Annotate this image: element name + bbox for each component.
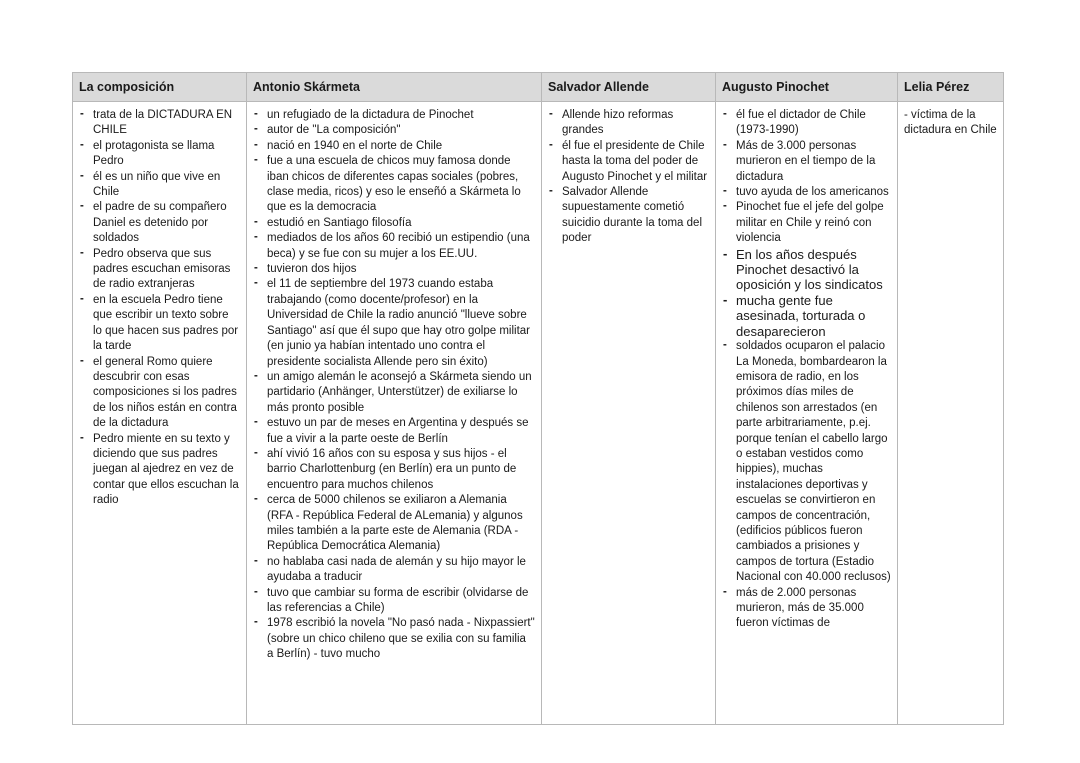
list-item: - él fue el dictador de Chile (1973-1990) [722, 108, 891, 139]
list-item: - En los años después Pinochet desactivó la oposición y los sindicatos [722, 247, 891, 293]
list-item: - él es un niño que vive en Chile [79, 170, 240, 201]
cell-pinochet [716, 102, 898, 725]
list-item: - tuvieron dos hijos [253, 262, 535, 277]
list-item: - él fue el presidente de Chile hasta la toma del poder de Augusto Pinochet y el militar [548, 139, 709, 185]
header-antonio-skarmeta: Antonio Skármeta [247, 73, 542, 102]
list-item: - ahí vivió 16 años con su esposa y sus hijos - el barrio Charlottenburg (en Berlín) era un punto de encuentro para muchos chilenos [253, 447, 535, 493]
cell-allende [542, 102, 716, 725]
allende-list [548, 108, 709, 247]
list-item: - Pedro miente en su texto y diciendo que sus padres juegan al ajedrez en vez de contar que ellos escuchan la radio [79, 432, 240, 509]
pinochet-list [722, 108, 891, 632]
list-item: - en la escuela Pedro tiene que escribir un texto sobre lo que hacen sus padres por la tarde [79, 293, 240, 355]
list-item: - el general Romo quiere descubrir con esas composiciones si los padres de los niños están en contra de la dictadura [79, 355, 240, 432]
list-item: - un amigo alemán le aconsejó a Skármeta siendo un partidario (Anhänger, Unterstützer) de exiliarse lo más pronto posible [253, 370, 535, 416]
list-item: - Más de 3.000 personas murieron en el tiempo de la dictadura [722, 139, 891, 185]
list-item: - tuvo que cambiar su forma de escribir (olvidarse de las referencias a Chile) [253, 586, 535, 617]
notes-table [72, 72, 1004, 725]
content-row [73, 102, 1004, 725]
list-item: - 1978 escribió la novela "No pasó nada - Nixpassiert" (sobre un chico chileno que se exilia con su familia a Berlín) - tuvo mucho [253, 616, 535, 662]
list-item: - el padre de su compañero Daniel es detenido por soldados [79, 200, 240, 246]
list-item: - no hablaba casi nada de alemán y su hijo mayor le ayudaba a traducir [253, 555, 535, 586]
list-item: - fue a una escuela de chicos muy famosa donde iban chicos de diferentes capas sociales (pobres, clase media, ricos) y eso le enseñó a Skármeta lo que es la democracia [253, 154, 535, 216]
list-item: - estudió en Santiago filosofía [253, 216, 535, 231]
header-la-composicion: La composición [73, 73, 247, 102]
header-row [73, 73, 1004, 102]
cell-composicion [73, 102, 247, 725]
list-item: - nació en 1940 en el norte de Chile [253, 139, 535, 154]
list-item: - Pedro observa que sus padres escuchan emisoras de radio extranjeras [79, 247, 240, 293]
header-salvador-allende: Salvador Allende [542, 73, 716, 102]
header-lelia-perez: Lelia Pérez [898, 73, 1004, 102]
list-item: - Allende hizo reformas grandes [548, 108, 709, 139]
list-item: - un refugiado de la dictadura de Pinochet [253, 108, 535, 123]
list-item: - Salvador Allende supuestamente cometió suicidio durante la toma del poder [548, 185, 709, 247]
list-item: - cerca de 5000 chilenos se exiliaron a Alemania (RFA - República Federal de ALemania) y algunos miles también a la parte este de Alemania (RDA - República Democrática Alemania) [253, 493, 535, 555]
header-augusto-pinochet: Augusto Pinochet [716, 73, 898, 102]
list-item: - estuvo un par de meses en Argentina y después se fue a vivir a la parte oeste de Berlín [253, 416, 535, 447]
list-item: - más de 2.000 personas murieron, más de 35.000 fueron víctimas de [722, 586, 891, 632]
cell-skarmeta [247, 102, 542, 725]
list-item: - tuvo ayuda de los americanos [722, 185, 891, 200]
list-item: - trata de la DICTADURA EN CHILE [79, 108, 240, 139]
list-item: - mediados de los años 60 recibió un estipendio (una beca) y se fue con su mujer a los EE.UU. [253, 231, 535, 262]
list-item: - mucha gente fue asesinada, torturada o desaparecieron [722, 293, 891, 339]
lelia-text: - víctima de la dictadura en Chile [904, 109, 997, 137]
list-item: - autor de "La composición" [253, 123, 535, 138]
skarmeta-list [253, 108, 535, 663]
list-item: - el protagonista se llama Pedro [79, 139, 240, 170]
list-item: - Pinochet fue el jefe del golpe militar en Chile y reinó con violencia [722, 200, 891, 246]
cell-lelia [898, 102, 1004, 725]
list-item: - el 11 de septiembre del 1973 cuando estaba trabajando (como docente/profesor) en la Universidad de Chile la radio anunció "llueve sobre Santiago" así que él supo que hay otro golpe militar (en junio ya habían intentado uno contra el presidente socialista Allende pero sin éxito) [253, 277, 535, 369]
list-item: - soldados ocuparon el palacio La Moneda, bombardearon la emisora de radio, en los próximos días miles de chilenos son arrestados (en parte arbitrariamente, p.ej. porque tenían el cabello largo o estaban vestidos como hippies), muchas instalaciones deportivas y escuelas se convirtieron en campos de concentración, (edificios públicos fueron cambiados a prisiones y campos de tortura (Estadio Nacional con 40.000 reclusos) [722, 339, 891, 586]
composicion-list [79, 108, 240, 509]
